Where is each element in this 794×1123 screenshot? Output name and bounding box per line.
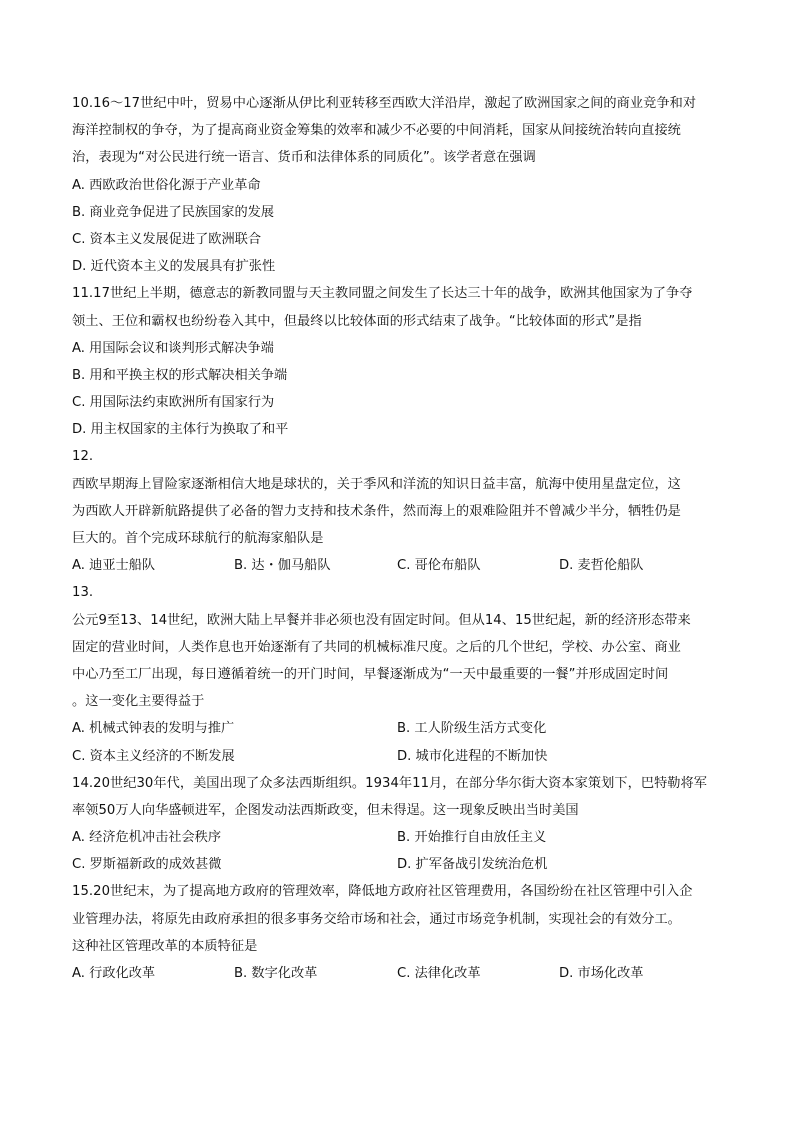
question-number: 13. [72, 585, 94, 601]
options-row [72, 715, 724, 742]
option-a: A. 迪亚士船队 [72, 558, 156, 574]
question-stem-line: 公元9至13、14世纪，欧洲大陆上早餐并非必须也没有固定时间。但从14、15世纪起，新的经济形态带来 [72, 612, 691, 628]
option-b: B. 工人阶级生活方式变化 [397, 721, 547, 737]
question-stem-line: 固定的营业时间，人类作息也开始逐渐有了共同的机械标准尺度。之后的几个世纪，学校、办公室、商业 [72, 639, 681, 655]
question-stem-line: 西欧早期海上冒险家逐渐相信大地是球状的，关于季风和洋流的知识日益丰富，航海中使用星盘定位，这 [72, 476, 681, 492]
question-stem-line: 这种社区管理改革的本质特征是 [72, 938, 258, 954]
options-row [72, 960, 724, 987]
question-stem-line: 治，表现为“对公民进行统一语言、货币和法律体系的同质化”。该学者意在强调 [72, 150, 536, 166]
option-d: D. 近代资本主义的发展具有扩张性 [72, 259, 276, 275]
question-stem-line: 业管理办法，将原先由政府承担的很多事务交给市场和社会，通过市场竞争机制，实现社会的有效分工。 [72, 911, 681, 927]
options-row [72, 851, 724, 878]
option-d: D. 城市化进程的不断加快 [397, 748, 548, 764]
option-b: B. 用和平换主权的形式解决相关争端 [72, 367, 288, 383]
question-stem-line: 为西欧人开辟新航路提供了必备的智力支持和技术条件，然而海上的艰难险阻并不曾减少半分，牺牲仍是 [72, 503, 681, 519]
options-row [72, 552, 724, 579]
question-stem-line: 11.17世纪上半期，德意志的新教同盟与天主教同盟之间发生了长达三十年的战争，欧洲其他国家为了争夺 [72, 286, 693, 302]
exam-page [72, 90, 724, 987]
question-stem-line: 15.20世纪末，为了提高地方政府的管理效率，降低地方政府社区管理费用，各国纷纷在社区管理中引入企 [72, 884, 693, 900]
option-c: C. 用国际法约束欧洲所有国家行为 [72, 395, 275, 411]
option-b: B. 数字化改革 [234, 966, 318, 981]
question-number: 12. [72, 449, 94, 465]
option-d: D. 用主权国家的主体行为换取了和平 [72, 422, 289, 438]
option-b: B. 开始推行自由放任主义 [397, 830, 547, 846]
option-a: A. 行政化改革 [72, 966, 156, 981]
question-stem-line: 巨大的。首个完成环球航行的航海家船队是 [72, 531, 324, 546]
question-stem-line: 率领50万人向华盛顿进军，企图发动法西斯政变，但未得逞。这一现象反映出当时美国 [72, 802, 579, 818]
option-c: C. 资本主义经济的不断发展 [72, 748, 235, 764]
question-stem-line: 领土、王位和霸权也纷纷卷入其中，但最终以比较体面的形式结束了战争。“比较体面的形式”是指 [72, 313, 642, 329]
option-a: A. 西欧政治世俗化源于产业革命 [72, 177, 261, 193]
option-d: D. 麦哲伦船队 [559, 558, 644, 574]
option-d: D. 扩军备战引发统治危机 [397, 857, 548, 873]
options-row [72, 743, 724, 770]
option-c: C. 哥伦布船队 [397, 558, 481, 574]
option-b: B. 达・伽马船队 [234, 558, 331, 574]
option-c: C. 法律化改革 [397, 966, 481, 981]
question-10 [72, 90, 724, 280]
question-12 [72, 443, 724, 579]
question-11 [72, 280, 724, 443]
option-b: B. 商业竞争促进了民族国家的发展 [72, 204, 275, 220]
question-stem-line: 10.16～17世纪中叶，贸易中心逐渐从伊比利亚转移至西欧大洋沿岸，激起了欧洲国家之间的商业竞争和对 [72, 96, 697, 111]
option-a: A. 用国际会议和谈判形式解决争端 [72, 340, 274, 356]
question-stem-line: 中心乃至工厂出现，每日遵循着统一的开门时间，早餐逐渐成为“一天中最重要的一餐”并形成固定时间 [72, 666, 669, 682]
option-d: D. 市场化改革 [559, 966, 644, 981]
option-a: A. 经济危机冲击社会秩序 [72, 830, 222, 846]
option-a: A. 机械式钟表的发明与推广 [72, 721, 235, 737]
question-14 [72, 770, 724, 879]
options-row [72, 824, 724, 851]
question-stem-line: 14.20世纪30年代，美国出现了众多法西斯组织。1934年11月，在部分华尔街大资本家策划下，巴特勒将军 [72, 775, 708, 791]
question-stem-line: 。这一变化主要得益于 [72, 694, 205, 710]
option-c: C. 资本主义发展促进了欧洲联合 [72, 231, 262, 247]
question-13 [72, 579, 724, 769]
question-15 [72, 878, 724, 987]
question-stem-line: 海洋控制权的争夺，为了提高商业资金筹集的效率和减少不必要的中间消耗，国家从间接统治转向直接统 [72, 123, 681, 139]
option-c: C. 罗斯福新政的成效甚微 [72, 857, 222, 873]
